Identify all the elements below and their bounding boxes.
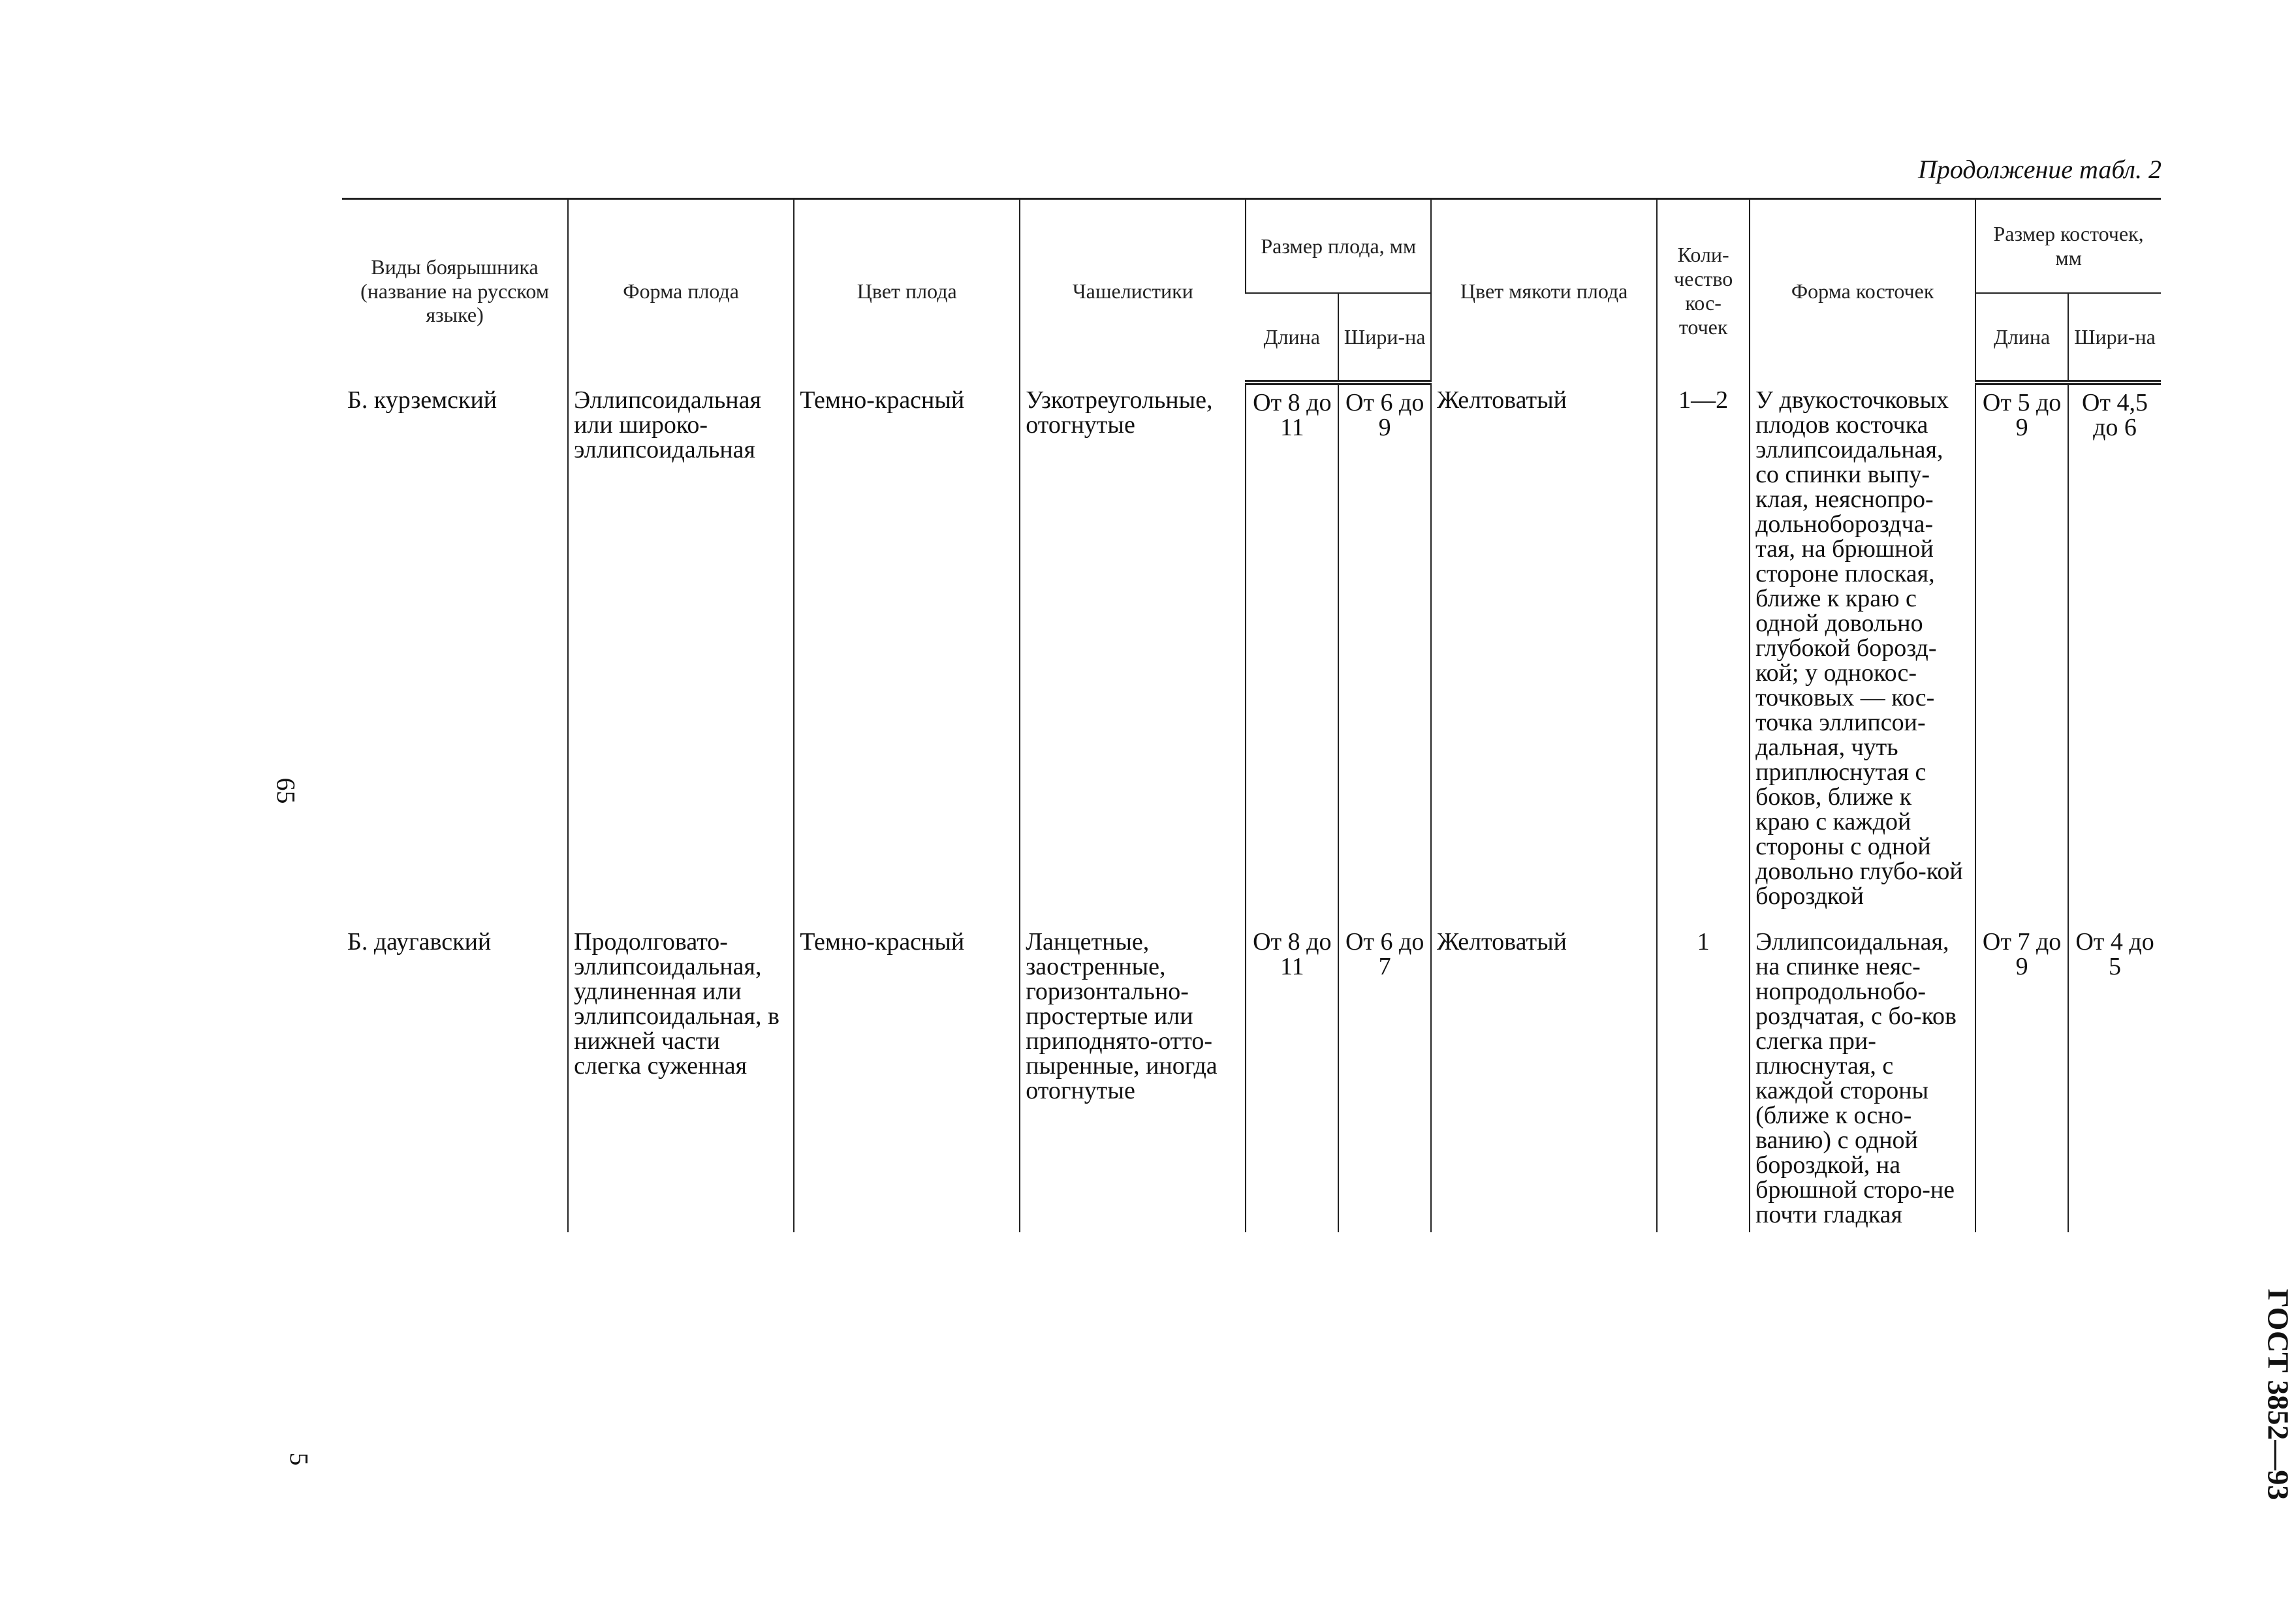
cell-pulp: Желтоватый: [1431, 382, 1657, 924]
cell-color: Темно-красный: [794, 382, 1020, 924]
cell-sepals: Ланцетные, заостренные, горизонтально-простертые или приподнято-отто-пыренные, иногда отогнутые: [1020, 924, 1246, 1232]
header-fruit-width: Шири-на: [1338, 293, 1431, 382]
header-pulp: Цвет мякоти плода: [1431, 199, 1657, 383]
cell-stone-shape: У двукосточковых плодов косточка эллипсоидальная, со спинки выпу-клая, неяснопро-дольнобороздча-тая, на брюшной стороне плоская, ближе к краю с одной довольно глубокой борозд-кой; у однокос-точковых — кос-точка эллипсои-дальная, чуть приплюснутая с боков, ближе к краю с каждой стороны с одной довольно глубо-кой бороздкой: [1750, 382, 1975, 924]
header-shape: Форма плода: [568, 199, 794, 383]
table-row: [342, 382, 2161, 924]
header-stone-width: Шири-на: [2068, 293, 2161, 382]
hawthorn-species-table: [342, 198, 2161, 1232]
header-count: Коли-чество кос-точек: [1657, 199, 1750, 383]
cell-length: От 8 до 11: [1246, 924, 1338, 1232]
cell-width: От 6 до 9: [1338, 382, 1431, 924]
cell-stone-length: От 5 до 9: [1975, 382, 2068, 924]
page-number-rotated: 65: [271, 777, 301, 804]
cell-count: 1: [1657, 924, 1750, 1232]
cell-stone-width: От 4 до 5: [2068, 924, 2161, 1232]
cell-species: Б. даугавский: [347, 928, 492, 956]
cell-shape: Продолговато-эллипсоидальная, удлиненная или эллипсоидальная, в нижней части слегка суженная: [568, 924, 794, 1232]
cell-shape: Эллипсоидальная или широко-эллипсоидальная: [568, 382, 794, 924]
header-stone-size: Размер косточек, мм: [1975, 199, 2161, 294]
cell-color: Темно-красный: [794, 924, 1020, 1232]
cell-width: От 6 до 7: [1338, 924, 1431, 1232]
table-row: [342, 924, 2161, 1232]
cell-count: 1—2: [1657, 382, 1750, 924]
header-stone-shape: Форма косточек: [1750, 199, 1975, 383]
cell-stone-width: От 4,5 до 6: [2068, 382, 2161, 924]
cell-species: Б. курземский: [347, 386, 497, 414]
page-number-rotated-small: 5: [284, 1452, 314, 1466]
header-stone-length: Длина: [1975, 293, 2068, 382]
cell-stone-length: От 7 до 9: [1975, 924, 2068, 1232]
table-continuation-caption: Продолжение табл. 2: [1917, 155, 2162, 184]
cell-length: От 8 до 11: [1246, 382, 1338, 924]
header-color: Цвет плода: [794, 199, 1020, 383]
document-code: ГОСТ 3852—93: [2261, 1288, 2295, 1501]
header-species: Виды боярышника (название на русском языке): [342, 199, 568, 383]
cell-sepals: Узкотреугольные, отогнутые: [1020, 382, 1246, 924]
header-fruit-length: Длина: [1246, 293, 1338, 382]
header-sepals: Чашелистики: [1020, 199, 1246, 383]
header-fruit-size: Размер плода, мм: [1246, 199, 1431, 294]
cell-stone-shape: Эллипсоидальная, на спинке неяс-нопродольнобо-роздчатая, с бо-ков слегка при-плюснутая, с каждой стороны (ближе к осно-ванию) с одной бороздкой, на брюшной сторо-не почти гладкая: [1750, 924, 1975, 1232]
cell-pulp: Желтоватый: [1431, 924, 1657, 1232]
